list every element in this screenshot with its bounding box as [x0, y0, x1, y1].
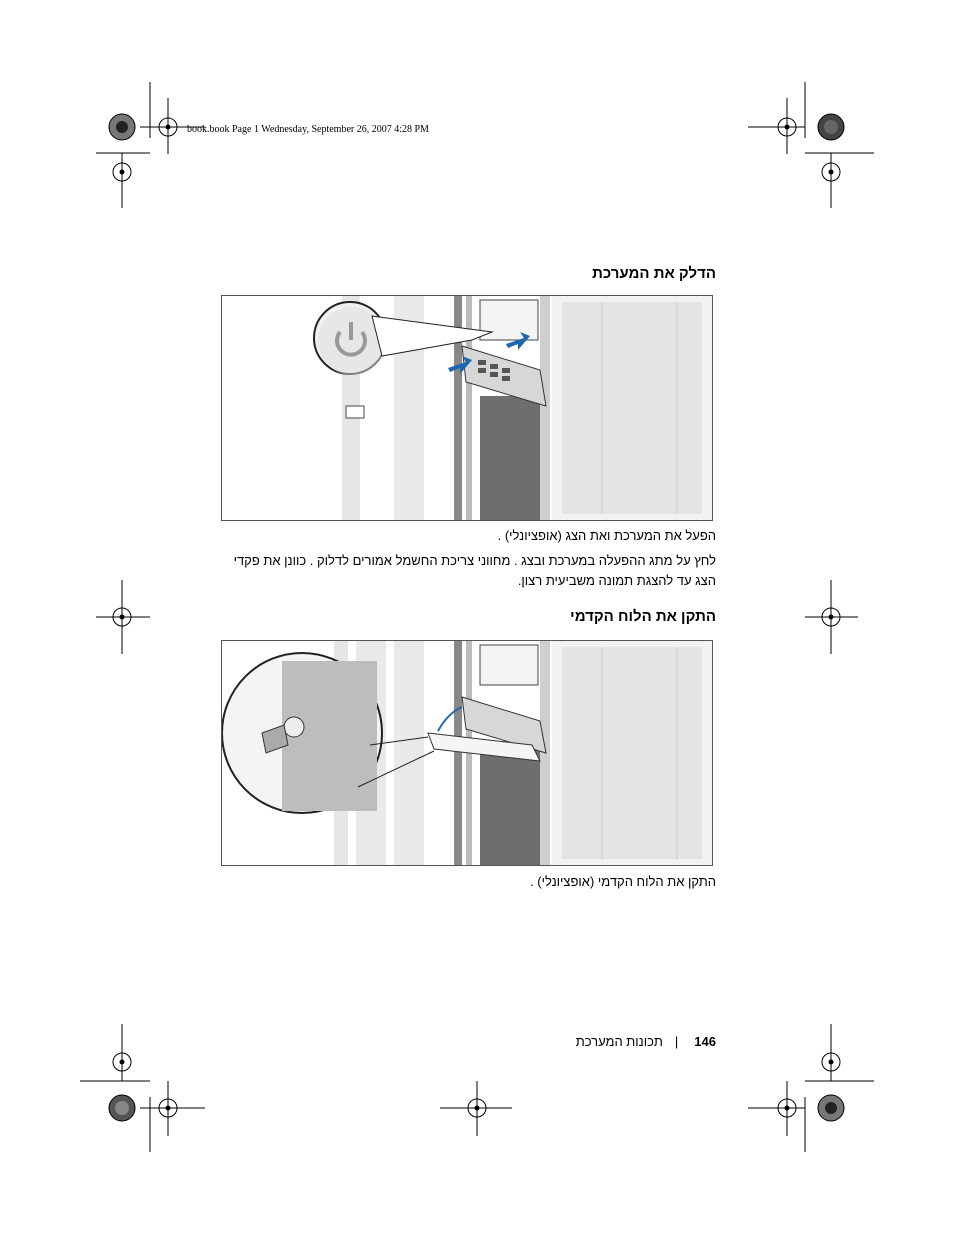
section-heading-turn-on: הדלק את המערכת	[592, 265, 716, 282]
figure-install-bezel	[221, 640, 713, 866]
figure-caption-install-bezel: התקן את הלוח הקדמי (אופציונלי) .	[530, 874, 716, 889]
running-header: book.book Page 1 Wednesday, September 26, 2007 4:28 PM	[187, 124, 429, 135]
figure-caption-power-on: הפעל את המערכת ואת הצג (אופציונלי) .	[497, 528, 716, 543]
illustration-bezel-key	[222, 641, 712, 865]
page-number: 146	[694, 1034, 716, 1049]
figure-power-on	[221, 295, 713, 521]
instruction-paragraph: לחץ על מתג ההפעלה במערכת ובצג . מחווני צריכת החשמל אמורים לדלוק . כוונן את פקדי הצג עד להצגת תמונה משביעית רצון.	[233, 553, 716, 588]
page-footer: 146|תכונות המערכת	[575, 1034, 716, 1049]
registration-target-icon	[109, 114, 844, 1121]
section-heading-install-bezel: התקן את הלוח הקדמי	[570, 608, 716, 625]
footer-section-name: תכונות המערכת	[575, 1034, 663, 1049]
illustration-power-button	[222, 296, 712, 520]
